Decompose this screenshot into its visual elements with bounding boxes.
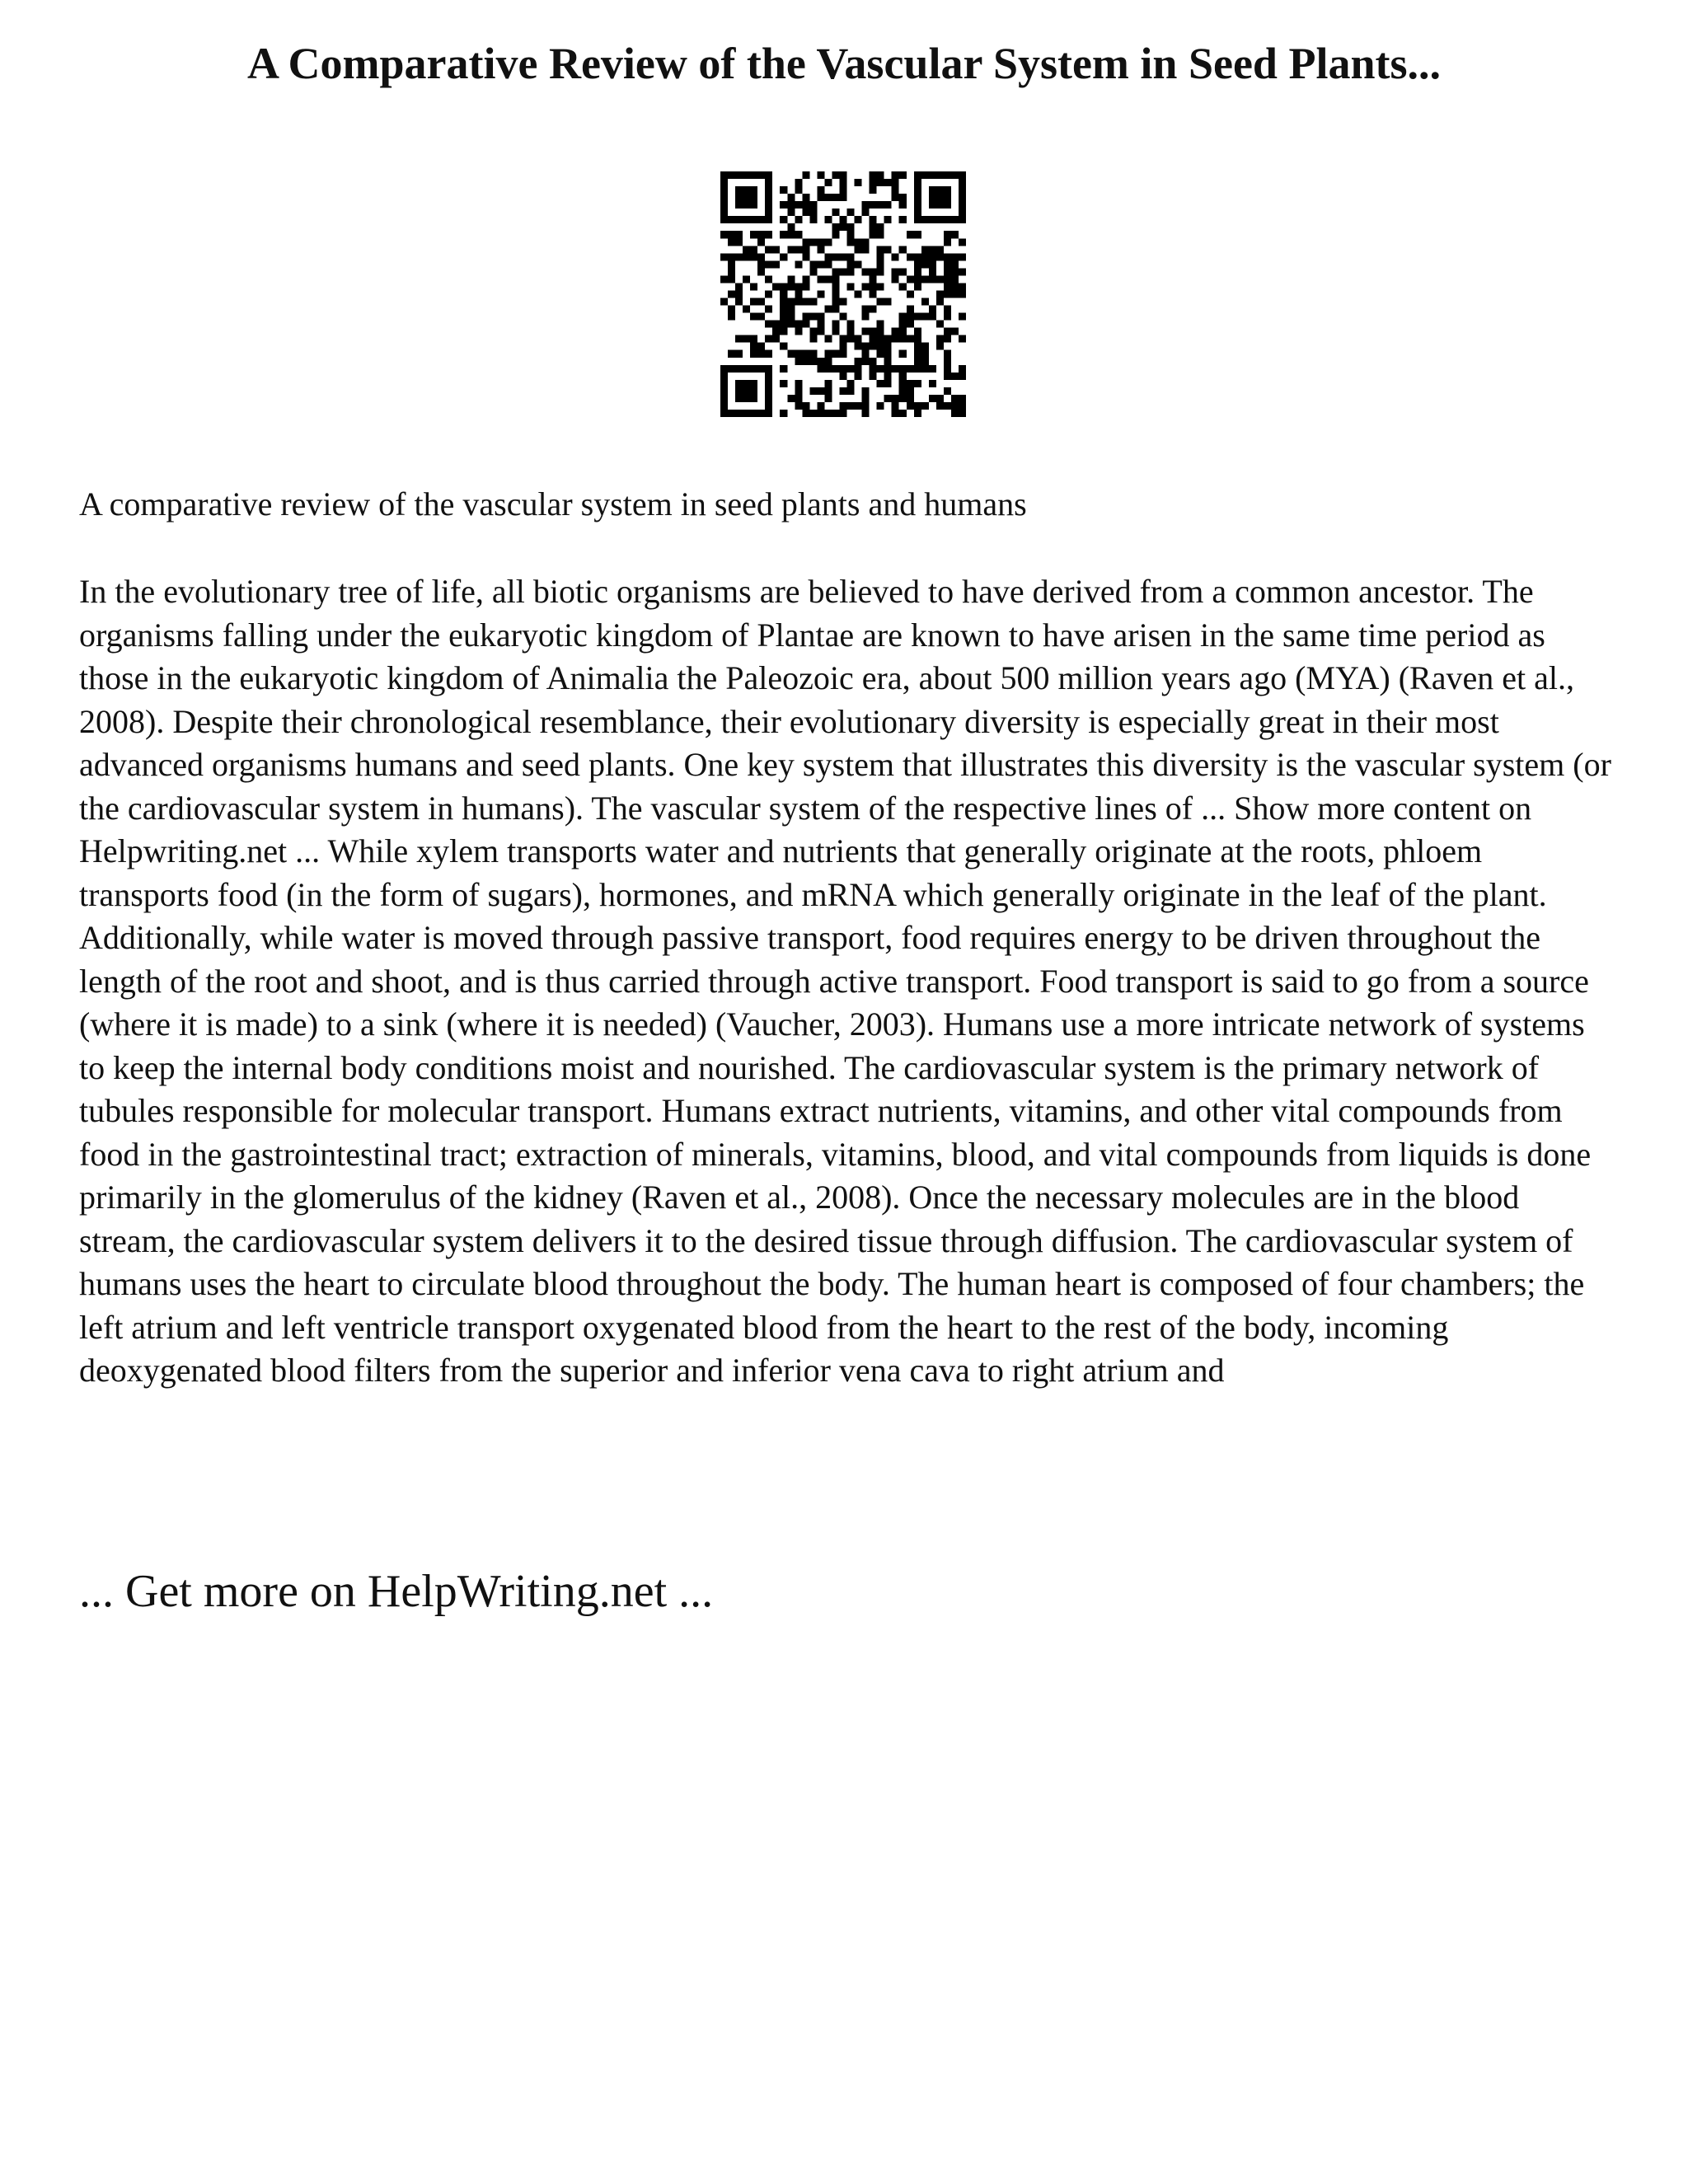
- qr-code-icon: [720, 171, 966, 417]
- get-more-link[interactable]: ... Get more on HelpWriting.net ...: [79, 1566, 714, 1617]
- document-subtitle: A comparative review of the vascular system in seed plants and humans: [79, 485, 1027, 523]
- page-title: A Comparative Review of the Vascular System in Seed Plants...: [247, 39, 1441, 88]
- qr-code-image[interactable]: [720, 171, 966, 417]
- document-body: In the evolutionary tree of life, all biotic organisms are believed to have derived from a common ancestor. The organisms falling under the eukaryotic kingdom of Plantae are known to have arisen in the same time period as those in the eukaryotic kingdom of Animalia the Paleozoic era, about 500 million years ago (MYA) (Raven et al., 2008). Despite their chronological resemblance, their evolutionary diversity is especially great in their most advanced organisms humans and seed plants. One key system that illustrates this diversity is the vascular system (or the cardiovascular system in humans). The vascular system of the respective lines of ... Show more content on Helpwriting.net ... While xylem transports water and nutrients that generally originate at the roots, phloem transports food (in the form of sugars), hormones, and mRNA which generally originate in the leaf of the plant. Additionally, while water is moved through passive transport, food requires energy to be driven throughout the length of the root and shoot, and is thus carried through active transport. Food transport is said to go from a source (where it is made) to a sink (where it is needed) (Vaucher, 2003). Humans use a more intricate network of systems to keep the internal body conditions moist and nourished. The cardiovascular system is the primary network of tubules responsible for molecular transport. Humans extract nutrients, vitamins, and other vital compounds from food in the gastrointestinal tract; extraction of minerals, vitamins, blood, and vital compounds from liquids is done primarily in the glomerulus of the kidney (Raven et al., 2008). Once the necessary molecules are in the blood stream, the cardiovascular system delivers it to the desired tissue through diffusion. The cardiovascular system of humans uses the heart to circulate blood throughout the body. The human heart is composed of four chambers; the left atrium and left ventricle transport oxygenated blood from the heart to the rest of the body, incoming deoxygenated blood filters from the superior and inferior vena cava to right atrium and: [79, 573, 1611, 1389]
